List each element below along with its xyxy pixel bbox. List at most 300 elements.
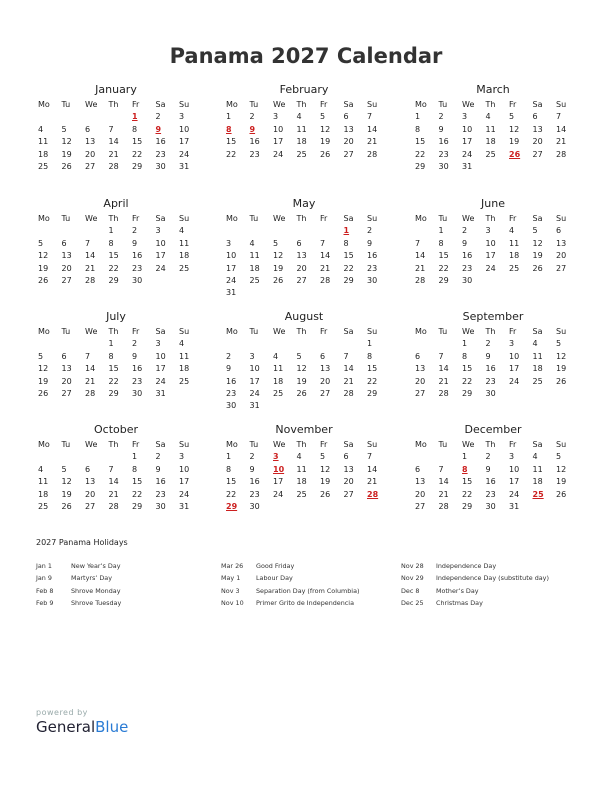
day-cell: 26 — [532, 263, 543, 273]
day-cell: 15 — [226, 477, 237, 487]
holiday-date: May 1 — [221, 574, 241, 583]
weekday-header: We — [273, 327, 286, 336]
day-cell: 5 — [61, 124, 67, 134]
day-cell: 10 — [226, 251, 237, 261]
day-cell: 9 — [485, 464, 491, 474]
day-cell: 6 — [415, 464, 421, 474]
day-grid — [413, 213, 573, 287]
day-cell: 8 — [108, 238, 114, 248]
day-cell: 22 — [462, 376, 473, 386]
weekday-header: We — [462, 327, 475, 336]
day-cell: 28 — [438, 388, 449, 398]
day-cell: 4 — [296, 452, 302, 462]
holiday-day: 10 — [273, 464, 285, 474]
day-cell: 30 — [132, 275, 143, 285]
weekday-header: Su — [367, 440, 378, 449]
weekday-header: Th — [296, 327, 307, 336]
weekday-header: Th — [108, 214, 119, 223]
month-name: November — [275, 423, 333, 436]
day-cell: 29 — [108, 388, 119, 398]
day-cell: 2 — [462, 226, 468, 236]
weekday-header: We — [85, 327, 98, 336]
brand-logo[interactable] — [36, 708, 128, 736]
empty-cell — [60, 338, 84, 350]
day-cell: 20 — [343, 137, 354, 147]
weekday-header: Th — [485, 100, 496, 109]
day-cell: 24 — [179, 489, 190, 499]
day-cell: 4 — [273, 351, 279, 361]
day-cell: 27 — [296, 275, 307, 285]
empty-cell — [107, 111, 131, 123]
month-name: January — [95, 83, 137, 96]
empty-cell — [248, 338, 272, 350]
weekday-header: Sa — [155, 214, 166, 223]
day-cell: 10 — [509, 351, 520, 361]
day-cell: 6 — [61, 238, 67, 248]
day-cell: 30 — [249, 501, 260, 511]
day-cell: 7 — [438, 351, 444, 361]
weekday-header: We — [85, 440, 98, 449]
weekday-header: Th — [485, 214, 496, 223]
day-cell: 11 — [273, 364, 284, 374]
day-cell: 4 — [179, 339, 185, 349]
day-cell: 27 — [320, 388, 331, 398]
day-cell: 27 — [61, 388, 72, 398]
day-cell: 22 — [462, 489, 473, 499]
holiday-name: Labour Day — [256, 574, 293, 583]
day-cell: 23 — [226, 388, 237, 398]
day-cell: 31 — [226, 288, 237, 298]
day-cell: 3 — [485, 226, 491, 236]
day-cell: 25 — [532, 376, 543, 386]
empty-cell — [224, 338, 248, 350]
month-name: December — [464, 423, 522, 436]
month-september — [413, 307, 573, 400]
empty-cell — [36, 225, 60, 237]
day-cell: 16 — [155, 477, 166, 487]
day-cell: 17 — [155, 251, 166, 261]
day-cell: 3 — [249, 351, 255, 361]
day-cell: 4 — [38, 124, 44, 134]
day-cell: 15 — [108, 251, 119, 261]
weekday-header: Sa — [155, 100, 166, 109]
day-cell: 11 — [485, 124, 496, 134]
holiday-date: Dec 25 — [401, 599, 424, 608]
weekday-header: Mo — [226, 214, 238, 223]
day-cell: 28 — [108, 501, 119, 511]
holiday-day: 8 — [226, 124, 232, 134]
day-cell: 18 — [179, 364, 190, 374]
day-cell: 22 — [226, 489, 237, 499]
month-name: April — [103, 197, 129, 210]
day-cell: 1 — [226, 112, 232, 122]
day-cell: 2 — [155, 452, 161, 462]
day-cell: 21 — [367, 137, 378, 147]
day-cell: 26 — [556, 376, 567, 386]
day-cell: 17 — [509, 477, 520, 487]
day-cell: 14 — [108, 137, 119, 147]
day-cell: 13 — [296, 251, 307, 261]
day-cell: 13 — [415, 364, 426, 374]
day-grid — [36, 213, 196, 287]
day-cell: 25 — [38, 501, 49, 511]
day-cell: 25 — [249, 275, 260, 285]
weekday-header: Sa — [155, 327, 166, 336]
day-cell: 23 — [132, 376, 143, 386]
day-cell: 24 — [273, 489, 284, 499]
empty-cell — [413, 451, 437, 463]
day-cell: 28 — [85, 388, 96, 398]
empty-cell — [83, 111, 107, 123]
day-cell: 18 — [296, 477, 307, 487]
day-cell: 19 — [556, 364, 567, 374]
day-cell: 27 — [532, 149, 543, 159]
weekday-header: Sa — [343, 100, 354, 109]
empty-cell — [36, 451, 60, 463]
day-grid — [224, 99, 384, 161]
empty-cell — [437, 451, 461, 463]
weekday-header: We — [85, 100, 98, 109]
month-june — [413, 194, 573, 287]
weekday-header: Su — [556, 214, 567, 223]
day-cell: 10 — [509, 464, 520, 474]
day-cell: 5 — [556, 339, 562, 349]
weekday-header: Mo — [38, 440, 50, 449]
day-cell: 22 — [108, 263, 119, 273]
day-cell: 15 — [132, 137, 143, 147]
day-cell: 15 — [462, 364, 473, 374]
weekday-header: Tu — [61, 100, 71, 109]
month-name: August — [284, 310, 324, 323]
day-cell: 3 — [226, 238, 232, 248]
day-cell: 16 — [485, 477, 496, 487]
holiday-date: Dec 8 — [401, 586, 420, 595]
day-cell: 7 — [415, 238, 421, 248]
day-cell: 13 — [415, 477, 426, 487]
day-cell: 17 — [485, 251, 496, 261]
day-cell: 11 — [532, 351, 543, 361]
day-cell: 2 — [226, 351, 232, 361]
day-cell: 7 — [438, 464, 444, 474]
day-cell: 17 — [273, 477, 284, 487]
day-cell: 26 — [296, 388, 307, 398]
day-cell: 20 — [556, 251, 567, 261]
month-july — [36, 307, 196, 400]
empty-cell — [271, 338, 295, 350]
weekday-header: Fr — [132, 440, 140, 449]
day-cell: 18 — [38, 149, 49, 159]
day-cell: 27 — [85, 161, 96, 171]
day-cell: 14 — [438, 477, 449, 487]
day-cell: 20 — [343, 477, 354, 487]
holiday-name: Christmas Day — [436, 599, 483, 608]
day-cell: 2 — [249, 452, 255, 462]
day-cell: 6 — [85, 124, 91, 134]
day-cell: 26 — [556, 489, 567, 499]
holiday-row — [221, 572, 396, 584]
day-cell: 20 — [85, 149, 96, 159]
brand-name-part1: General — [36, 718, 96, 736]
holiday-date: Mar 26 — [221, 562, 244, 570]
weekday-header: Sa — [532, 100, 543, 109]
day-cell: 8 — [438, 238, 444, 248]
weekday-header: We — [85, 214, 98, 223]
day-cell: 17 — [179, 137, 190, 147]
day-cell: 15 — [108, 364, 119, 374]
day-cell: 28 — [343, 388, 354, 398]
day-cell: 30 — [485, 388, 496, 398]
day-cell: 30 — [132, 388, 143, 398]
day-cell: 12 — [273, 251, 284, 261]
day-cell: 24 — [155, 263, 166, 273]
day-cell: 4 — [532, 452, 538, 462]
day-cell: 1 — [462, 452, 468, 462]
day-cell: 19 — [38, 376, 49, 386]
day-cell: 30 — [226, 401, 237, 411]
weekday-header: Th — [108, 327, 119, 336]
holiday-day: 29 — [226, 501, 238, 511]
day-cell: 9 — [249, 464, 255, 474]
day-cell: 6 — [85, 464, 91, 474]
day-cell: 24 — [485, 263, 496, 273]
day-cell: 21 — [320, 263, 331, 273]
month-name: March — [476, 83, 510, 96]
day-cell: 25 — [273, 388, 284, 398]
day-cell: 15 — [462, 477, 473, 487]
day-grid — [36, 99, 196, 173]
day-cell: 30 — [438, 161, 449, 171]
day-cell: 19 — [532, 251, 543, 261]
day-cell: 19 — [556, 477, 567, 487]
day-grid — [413, 326, 573, 400]
day-cell: 30 — [367, 275, 378, 285]
holiday-day: 28 — [367, 489, 379, 499]
empty-cell — [107, 451, 131, 463]
day-cell: 27 — [343, 489, 354, 499]
day-cell: 17 — [273, 137, 284, 147]
weekday-header: Sa — [532, 327, 543, 336]
empty-cell — [83, 338, 107, 350]
weekday-header: Mo — [415, 214, 427, 223]
day-cell: 21 — [438, 376, 449, 386]
day-cell: 12 — [296, 364, 307, 374]
day-cell: 28 — [367, 149, 378, 159]
day-cell: 26 — [320, 489, 331, 499]
day-grid — [224, 213, 384, 300]
day-cell: 31 — [179, 501, 190, 511]
day-cell: 12 — [532, 238, 543, 248]
day-cell: 19 — [320, 477, 331, 487]
day-cell: 6 — [296, 238, 302, 248]
day-cell: 29 — [462, 501, 473, 511]
brand-name — [36, 718, 128, 736]
day-cell: 14 — [343, 364, 354, 374]
day-cell: 30 — [155, 501, 166, 511]
day-cell: 31 — [179, 161, 190, 171]
day-cell: 2 — [132, 226, 138, 236]
day-cell: 26 — [273, 275, 284, 285]
day-cell: 18 — [273, 376, 284, 386]
weekday-header: Mo — [226, 327, 238, 336]
weekday-header: We — [462, 214, 475, 223]
weekday-header: Su — [179, 327, 190, 336]
day-cell: 22 — [226, 149, 237, 159]
day-cell: 5 — [61, 464, 67, 474]
day-cell: 13 — [556, 238, 567, 248]
day-grid — [413, 439, 573, 513]
day-cell: 17 — [179, 477, 190, 487]
day-cell: 28 — [85, 275, 96, 285]
day-cell: 1 — [132, 452, 138, 462]
day-cell: 14 — [367, 124, 378, 134]
day-cell: 11 — [509, 238, 520, 248]
day-cell: 23 — [485, 489, 496, 499]
day-cell: 28 — [556, 149, 567, 159]
day-cell: 3 — [273, 112, 279, 122]
day-cell: 3 — [155, 339, 161, 349]
weekday-header: We — [273, 440, 286, 449]
day-cell: 7 — [108, 124, 114, 134]
day-cell: 19 — [296, 376, 307, 386]
day-cell: 12 — [61, 477, 72, 487]
weekday-header: Fr — [509, 327, 517, 336]
holiday-name: New Year’s Day — [71, 562, 121, 570]
day-cell: 10 — [179, 124, 190, 134]
month-january — [36, 80, 196, 173]
day-cell: 2 — [485, 452, 491, 462]
day-cell: 24 — [249, 388, 260, 398]
day-cell: 14 — [438, 364, 449, 374]
day-cell: 26 — [320, 149, 331, 159]
day-cell: 24 — [462, 149, 473, 159]
day-cell: 12 — [38, 364, 49, 374]
day-cell: 31 — [509, 501, 520, 511]
day-cell: 4 — [509, 226, 515, 236]
day-cell: 5 — [509, 112, 515, 122]
day-cell: 19 — [509, 137, 520, 147]
empty-cell — [318, 225, 342, 237]
weekday-header: Tu — [249, 327, 259, 336]
holidays-title: 2027 Panama Holidays — [36, 538, 128, 547]
day-cell: 1 — [108, 226, 114, 236]
holiday-date: Jan 9 — [36, 574, 52, 583]
day-cell: 15 — [132, 477, 143, 487]
day-cell: 18 — [296, 137, 307, 147]
day-cell: 13 — [61, 251, 72, 261]
day-grid — [224, 439, 384, 513]
day-cell: 8 — [132, 464, 138, 474]
day-cell: 25 — [179, 263, 190, 273]
month-name: February — [279, 83, 329, 96]
day-cell: 1 — [415, 112, 421, 122]
day-cell: 16 — [226, 376, 237, 386]
day-cell: 6 — [61, 351, 67, 361]
day-cell: 6 — [532, 112, 538, 122]
day-cell: 31 — [155, 388, 166, 398]
day-cell: 19 — [61, 489, 72, 499]
day-cell: 17 — [509, 364, 520, 374]
day-cell: 16 — [249, 477, 260, 487]
day-cell: 10 — [273, 124, 284, 134]
day-cell: 3 — [155, 226, 161, 236]
day-cell: 17 — [249, 376, 260, 386]
empty-cell — [83, 451, 107, 463]
day-cell: 27 — [85, 501, 96, 511]
empty-cell — [342, 338, 366, 350]
day-grid — [413, 99, 573, 173]
empty-cell — [36, 338, 60, 350]
day-cell: 23 — [438, 149, 449, 159]
holiday-row — [401, 597, 576, 609]
day-cell: 14 — [85, 251, 96, 261]
weekday-header: Tu — [249, 100, 259, 109]
holiday-name: Primer Grito de Independencia — [256, 599, 354, 608]
day-cell: 22 — [438, 263, 449, 273]
day-cell: 27 — [556, 263, 567, 273]
day-cell: 24 — [273, 149, 284, 159]
day-cell: 22 — [415, 149, 426, 159]
holiday-name: Good Friday — [256, 562, 295, 570]
day-cell: 5 — [38, 351, 44, 361]
day-cell: 8 — [226, 464, 232, 474]
weekday-header: Su — [556, 100, 567, 109]
day-cell: 21 — [108, 149, 119, 159]
day-cell: 30 — [155, 161, 166, 171]
day-cell: 21 — [343, 376, 354, 386]
day-cell: 20 — [320, 376, 331, 386]
day-cell: 9 — [226, 364, 232, 374]
day-cell: 13 — [61, 364, 72, 374]
holiday-name: Independence Day (substitute day) — [436, 574, 549, 583]
day-cell: 12 — [556, 464, 567, 474]
day-cell: 31 — [462, 161, 473, 171]
powered-by-text: powered by — [36, 708, 88, 717]
day-cell: 9 — [438, 124, 444, 134]
weekday-header: Fr — [320, 214, 328, 223]
empty-cell — [60, 111, 84, 123]
weekday-header: Tu — [61, 327, 71, 336]
weekday-header: Tu — [438, 440, 448, 449]
day-cell: 22 — [367, 376, 378, 386]
day-cell: 13 — [320, 364, 331, 374]
day-cell: 10 — [485, 238, 496, 248]
holiday-row — [221, 560, 396, 572]
day-cell: 18 — [38, 489, 49, 499]
empty-cell — [295, 338, 319, 350]
day-cell: 2 — [249, 112, 255, 122]
day-cell: 10 — [155, 238, 166, 248]
day-cell: 23 — [249, 489, 260, 499]
day-cell: 18 — [532, 364, 543, 374]
weekday-header: Mo — [38, 100, 50, 109]
day-cell: 20 — [532, 137, 543, 147]
holiday-column — [401, 560, 576, 610]
day-cell: 14 — [415, 251, 426, 261]
day-cell: 17 — [462, 137, 473, 147]
holiday-date: Nov 29 — [401, 574, 424, 583]
month-november — [224, 420, 384, 513]
weekday-header: We — [462, 100, 475, 109]
holiday-row — [36, 585, 211, 597]
day-cell: 1 — [108, 339, 114, 349]
day-cell: 3 — [179, 452, 185, 462]
day-cell: 10 — [462, 124, 473, 134]
weekday-header: Su — [179, 100, 190, 109]
holiday-name: Shrove Tuesday — [71, 599, 122, 608]
day-cell: 24 — [155, 376, 166, 386]
day-cell: 25 — [179, 376, 190, 386]
weekday-header: Fr — [320, 327, 328, 336]
